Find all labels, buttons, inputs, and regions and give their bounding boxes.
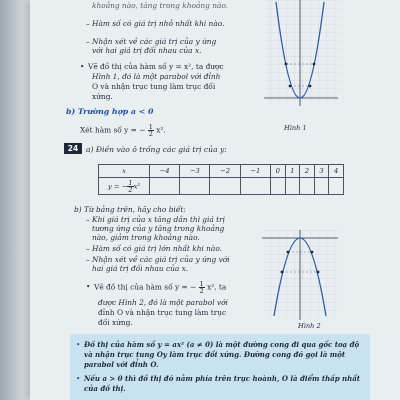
point-marker	[311, 251, 314, 254]
figure-grid	[266, 0, 338, 104]
case-b-fraction	[148, 124, 154, 137]
point-marker	[313, 63, 316, 66]
value-table	[98, 164, 344, 195]
frac-numerator: 1	[148, 123, 153, 131]
text-line-compare: – Nhận xét về các giá trị của y ứng	[86, 37, 217, 46]
graph2-fraction	[199, 281, 205, 294]
part-b-line: – Khi giá trị của x tăng dần thì giá trị	[86, 215, 226, 224]
part-b-line: tương ứng của y tăng trong khoảng	[92, 224, 225, 233]
table-header-x: x	[99, 165, 150, 178]
graph2-line4: đối xứng.	[98, 318, 133, 327]
table-cell-y-empty	[150, 178, 180, 195]
table-cell-y-empty	[210, 178, 240, 195]
case-b-heading: b) Trường hợp a < 0	[66, 107, 154, 116]
part-b-line: – Nhận xét về các giá trị của y ứng với	[86, 255, 230, 264]
frac-numerator: 1	[199, 280, 204, 288]
bullet-marker: •	[76, 374, 81, 383]
figure-1-caption: Hình 1	[284, 124, 307, 132]
table-cell-y-empty	[270, 178, 285, 195]
point-marker	[285, 63, 288, 66]
exercise-part-a: a) Điền vào ô trống các giá trị của y:	[86, 145, 227, 154]
point-marker	[309, 85, 312, 88]
table-cell-y-empty	[314, 178, 329, 195]
table-cell-x: −4	[150, 165, 180, 178]
point-marker	[281, 271, 284, 274]
case-b-function	[80, 124, 166, 137]
table-cell-y-empty	[329, 178, 344, 195]
part-b-heading: b) Từ bảng trên, hãy cho biết:	[74, 205, 186, 214]
point-marker	[289, 85, 292, 88]
table-cell-x: 1	[285, 165, 300, 178]
graph1-line4: xứng.	[92, 92, 113, 101]
summary-line: Nếu a > 0 thì đồ thị đó nằm phía trên trục hoành, O là điểm thấp nhất	[84, 374, 360, 383]
figure-2-caption: Hình 2	[298, 322, 321, 330]
summary-line: Đồ thị của hàm số y = ax² (a ≠ 0) là một đường cong đi qua gốc toạ độ	[84, 340, 360, 349]
graph2-line1	[94, 281, 226, 294]
part-b-line: – Hàm số có giá trị lớn nhất khi nào.	[86, 244, 222, 253]
table-y-suffix: x²	[133, 182, 141, 190]
parabola-figure-1	[262, 0, 338, 125]
graph2-line2: được Hình 2, đó là một parabol với	[98, 298, 228, 307]
graph1-line1: Vẽ đồ thị của hàm số y = x², ta được	[88, 62, 224, 71]
text-line-opposite: với hai giá trị đối nhau của x.	[92, 46, 202, 55]
table-cell-y-empty	[300, 178, 315, 195]
point-marker	[317, 271, 320, 274]
graph1-line3: O và nhận trục tung làm trục đối	[92, 82, 216, 91]
text-line-top: khoảng nào, tăng trong khoảng nào.	[92, 1, 229, 10]
summary-line: của đồ thị.	[84, 384, 126, 393]
frac-numerator: 1	[128, 178, 133, 187]
part-b-line: nào, giảm trong khoảng nào.	[92, 233, 200, 242]
table-row-x	[99, 165, 344, 178]
frac-denominator: 2	[199, 287, 204, 295]
table-cell-y-empty	[285, 178, 300, 195]
table-cell-x: 4	[329, 165, 344, 178]
bullet-marker: •	[80, 62, 85, 71]
table-cell-x: 2	[300, 165, 315, 178]
table-cell-y-empty	[180, 178, 210, 195]
book-gutter	[0, 0, 30, 400]
table-cell-x: −2	[210, 165, 240, 178]
exercise-number-badge: 24	[64, 143, 82, 154]
figure-grid	[264, 230, 338, 318]
table-y-prefix: y = −	[107, 182, 128, 190]
frac-denominator: 2	[148, 130, 153, 138]
table-cell-y-empty	[240, 178, 270, 195]
graph2-line3: đỉnh O và nhận trục tung làm trục	[98, 308, 227, 317]
graph2-prefix: Vẽ đồ thị của hàm số y = −	[94, 282, 197, 292]
parabola-figure-2	[262, 230, 338, 320]
frac-denominator: 2	[128, 185, 133, 194]
table-cell-x: −3	[180, 165, 210, 178]
table-cell-x: −1	[240, 165, 270, 178]
graph2-suffix: x², ta	[207, 282, 227, 292]
summary-line: và nhận trục tung Oy làm trục đối xứng. Đường cong đó gọi là một	[84, 350, 346, 359]
case-b-prefix: Xét hàm số y = −	[80, 125, 146, 135]
table-row-y	[99, 178, 344, 195]
text-line-min: – Hàm số có giá trị nhỏ nhất khi nào.	[86, 19, 225, 28]
table-header-y	[99, 178, 150, 195]
table-cell-x: 3	[314, 165, 329, 178]
table-cell-x: 0	[270, 165, 285, 178]
graph1-line2: Hình 1, đó là một parabol với đỉnh	[92, 72, 221, 81]
point-marker	[287, 251, 290, 254]
part-b-line: hai giá trị đối nhau của x.	[92, 264, 189, 273]
case-b-suffix: x².	[156, 125, 166, 135]
bullet-marker: •	[76, 340, 81, 349]
summary-line: parabol với đỉnh O.	[84, 360, 159, 369]
bullet-marker: •	[86, 282, 91, 291]
